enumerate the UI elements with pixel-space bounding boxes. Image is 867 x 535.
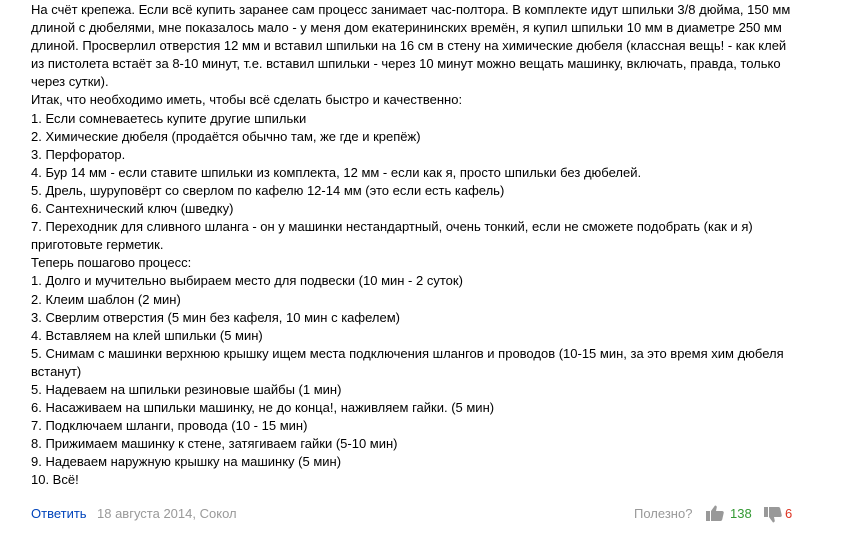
comment-line: длиной. Просверлил отверстия 12 мм и вставил шпильки на 16 см в стену на химические дюбеля (классная вещь! - как клей [31,38,787,54]
comment-line: 5. Дрель, шуруповёрт со сверлом по кафелю 12-14 мм (это если есть кафель) [31,182,505,198]
comment-line: Итак, что необходимо иметь, чтобы всё сделать быстро и качественно: [31,92,463,108]
comment-line: Теперь пошагово процесс: [31,255,192,271]
comment-meta [97,504,237,524]
comment-body [31,0,801,490]
comment-line: 2. Клеим шаблон (2 мин) [31,291,181,307]
comment-line: 10. Всё! [31,472,79,488]
comment-line: из пистолета встаёт за 8-10 минут, т.е. вставил шпильки - через 10 минут можно вещать машинку, включать, правда, только [31,56,781,72]
comment-line: встанут) [31,363,82,379]
comment-line: 4. Бур 14 мм - если ставите шпильки из комплекта, 12 мм - если как я, просто шпильки без дюбелей. [31,164,642,180]
thumbs-up-icon[interactable] [706,505,724,521]
helpful-label: Полезно? [634,506,693,521]
comment-line: 5. Снимам с машинки верхнюю крышку ищем места подключения шлангов и проводов (10-15 мин, за это время хим дюбеля [31,345,784,361]
comment-line: 6. Сантехнический ключ (шведку) [31,201,234,217]
reply-button[interactable]: Ответить [31,506,87,521]
comment-line: 5. Надеваем на шпильки резиновые шайбы (1 мин) [31,381,342,397]
comment-text [31,0,801,490]
comment-line: 7. Переходник для сливного шланга - он у машинки нестандартный, очень тонкий, если не сможете подобрать (как и я) [31,219,753,235]
comment-line: 3. Перфоратор. [31,146,126,162]
comment-line: 1. Если сомневаетесь купите другие шпильки [31,110,307,126]
comment-line: 2. Химические дюбеля (продаётся обычно там, же где и крепёж) [31,128,421,144]
comment-footer [31,504,811,524]
comment-line: 1. Долго и мучительно выбираем место для подвески (10 мин - 2 суток) [31,273,463,289]
comment-line: 3. Сверлим отверстия (5 мин без кафеля, 10 мин с кафелем) [31,309,400,325]
comment-author: Сокол [199,506,237,521]
helpful-up-count: 138 [730,506,752,521]
comment-line: 4. Вставляем на клей шпильки (5 мин) [31,327,263,343]
comment-line: На счёт крепежа. Если всё купить заранее сам процесс занимает час-полтора. В комплекте идут шпильки 3/8 дюйма, 150 мм [31,2,791,17]
helpful-voting [634,504,814,524]
comment-line: 9. Надеваем наружную крышку на машинку (5 мин) [31,454,342,470]
helpful-down-count: 6 [785,506,793,521]
comment-line: 7. Подключаем шланги, провода (10 - 15 мин) [31,418,308,434]
thumbs-down-icon[interactable] [764,507,782,523]
comment-line: длиной с дюбелями, мне показалось мало - у меня дом екатерининских времён, я купил шпильки 10 мм в диаметре 250 мм [31,20,782,36]
comment-line: 6. Насаживаем на шпильки машинку, не до конца!, наживляем гайки. (5 мин) [31,400,495,416]
comment-line: через сутки). [31,74,109,90]
comment-line: 8. Прижимаем машинку к стене, затягиваем гайки (5-10 мин) [31,436,398,452]
comment-date: 18 августа 2014, [97,506,196,521]
comment-line: приготовьте герметик. [31,237,164,253]
